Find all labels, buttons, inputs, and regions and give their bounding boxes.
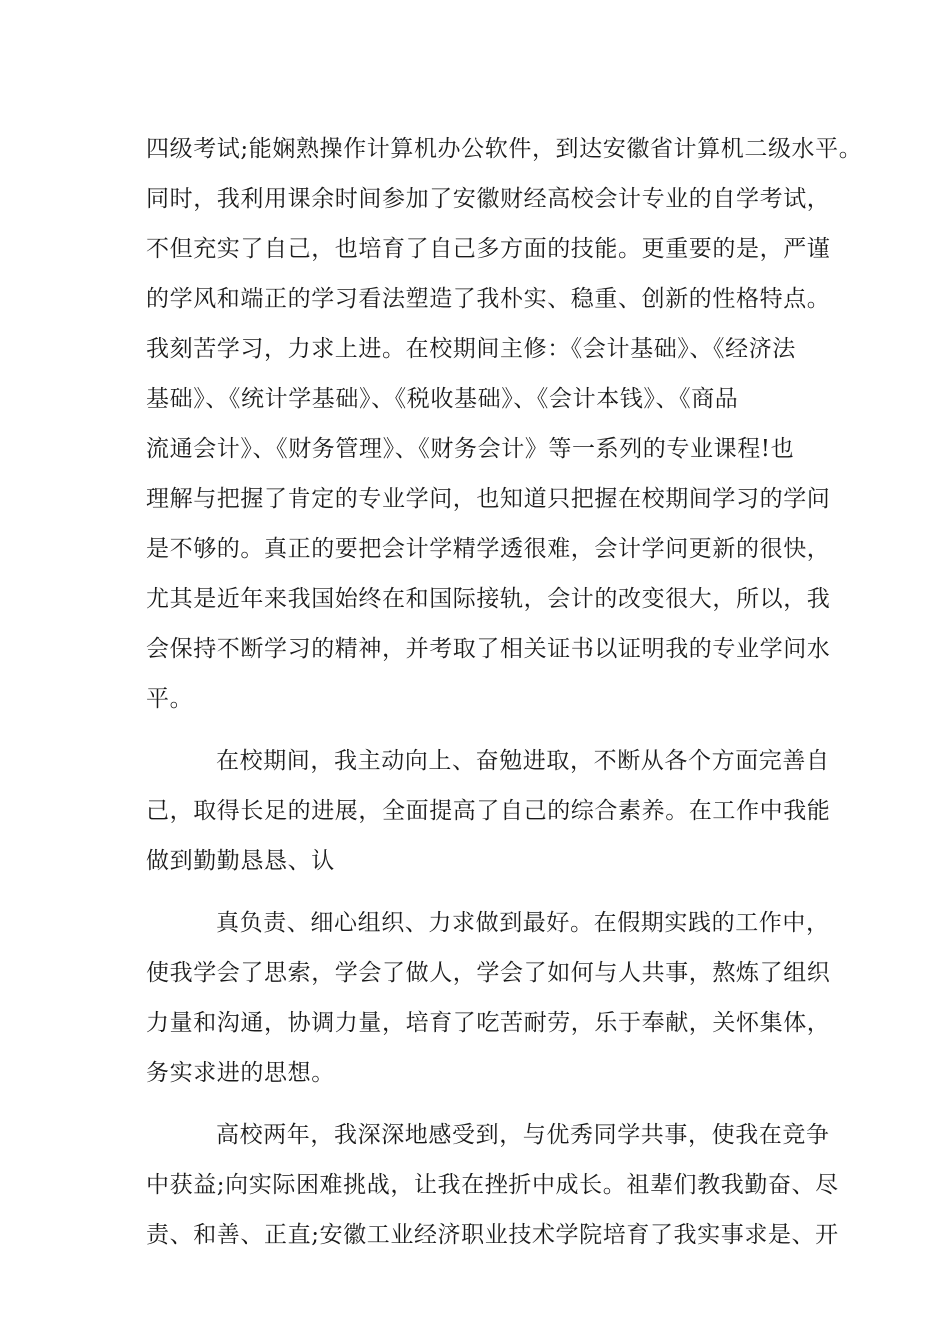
paragraph-gap (146, 886, 836, 898)
text-line: 同时，我利用课余时间参加了安徽财经高校会计专业的自学考试， (146, 186, 831, 212)
paragraph-first-line: 高校两年，我深深地感受到，与优秀同学共事，使我在竞争 (216, 1122, 830, 1148)
paragraph-gap (146, 724, 836, 736)
text-line: 我刻苦学习，力求上进。在校期间主修：《会计基础》、《经济法 (146, 336, 796, 362)
paragraph-first-line: 在校期间，我主动向上、奋勉进取，不断从各个方面完善自 (216, 748, 830, 774)
document-body (146, 124, 863, 1260)
text-line: 四级考试;能娴熟操作计算机办公软件，到达安徽省计算机二级水平。 (146, 136, 863, 162)
text-line: 基础》、《统计学基础》、《税收基础》、《会计本钱》、《商品 (146, 386, 739, 412)
text-line: 做到勤勤恳恳、认 (146, 848, 335, 874)
text-line: 力量和沟通，协调力量，培育了吃苦耐劳，乐于奉献，关怀集体， (146, 1010, 831, 1036)
paragraph-gap (146, 1098, 836, 1110)
text-line: 使我学会了思索，学会了做人，学会了如何与人共事，熬炼了组织 (146, 960, 831, 986)
text-line: 流通会计》、《财务管理》、《财务会计》等一系列的专业课程!也 (146, 436, 795, 462)
text-line: 会保持不断学习的精神，并考取了相关证书以证明我的专业学问水 (146, 636, 831, 662)
text-line: 理解与把握了肯定的专业学问，也知道只把握在校期间学习的学问 (146, 486, 831, 512)
text-line: 尤其是近年来我国始终在和国际接轨，会计的改变很大，所以，我 (146, 586, 831, 612)
text-line: 中获益;向实际困难挑战，让我在挫折中成长。祖辈们教我勤奋、尽 (146, 1172, 839, 1198)
text-line: 责、和善、正直;安徽工业经济职业技术学院培育了我实事求是、开 (146, 1222, 839, 1248)
paragraph-first-line: 真负责、细心组织、力求做到最好。在假期实践的工作中， (216, 910, 830, 936)
text-line: 不但充实了自己，也培育了自己多方面的技能。更重要的是，严谨 (146, 236, 831, 262)
text-line: 是不够的。真正的要把会计学精学透很难，会计学问更新的很快， (146, 536, 831, 562)
text-line: 的学风和端正的学习看法塑造了我朴实、稳重、创新的性格特点。 (146, 286, 831, 312)
text-line: 己，取得长足的进展，全面提高了自己的综合素养。在工作中我能 (146, 798, 831, 824)
text-line: 务实求进的思想。 (146, 1060, 335, 1086)
text-line: 平。 (146, 686, 194, 712)
